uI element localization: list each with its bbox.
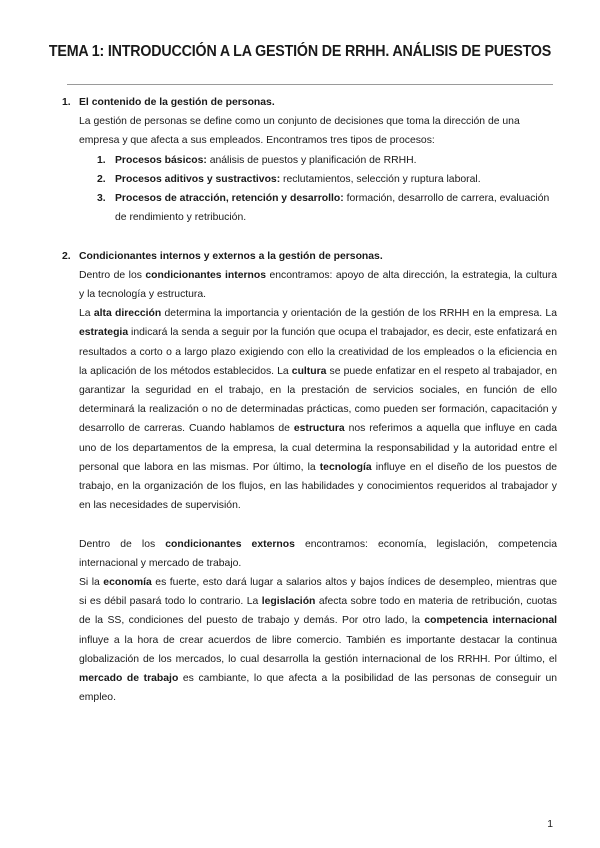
section-title: El contenido de la gestión de personas. xyxy=(79,97,275,108)
paragraph: La alta dirección determina la importancia y orientación de la gestión de los RRHH en la empresa. La estrategia indicará la senda a seguir por la función que ocupa el trabajador, es decir, este enfatizará en resultados a corto o a largo plazo exigiendo con ello la creatividad de los empleados o la eficiencia en la aplicación de los métodos establecidos. La cultura se puede enfatizar en el respeto al trabajador, en garantizar la seguridad en el trabajo, en la prestación de servicios sociales, en función de ello determinará la realización o no de determinadas prácticas, como pueden ser formación, capacitación y desarrollo de carreras. Cuando hablamos de estructura nos referimos a aquella que influye en cada uno de los departamentos de la empresa, la cual determina la responsabilidad y la autoridad entre el personal que labora en las mismas. Por último, la tecnología influye en el diseño de los puestos de trabajo, en la organización de los flujos, en las habilidades y conocimientos requeridos al trabajador y en las necesidades de supervisión. xyxy=(79,308,558,512)
section-intro: La gestión de personas se define como un conjunto de decisiones que toma la dirección de una empresa y que afecta a sus empleados. Encontramos tres tipos de procesos: xyxy=(79,116,520,147)
title-divider xyxy=(67,84,553,85)
section-heading xyxy=(62,247,557,266)
list-item xyxy=(62,170,557,189)
list-number: 2. xyxy=(97,173,106,185)
section-number: 2. xyxy=(62,250,71,262)
page-number: 1 xyxy=(547,819,553,830)
list-item xyxy=(62,151,557,170)
list-text: Procesos de atracción, retención y desarrollo: formación, desarrollo de carrera, evaluación de rendimiento y retribución. xyxy=(115,193,550,224)
list-text: Procesos básicos: análisis de puestos y planificación de RRHH. xyxy=(115,154,417,166)
list-number: 1. xyxy=(97,154,106,166)
list-text: Procesos aditivos y sustractivos: reclutamientos, selección y ruptura laboral. xyxy=(115,173,481,185)
list-item xyxy=(62,189,557,227)
section-1 xyxy=(62,93,557,227)
section-number: 1. xyxy=(62,97,71,108)
section-heading xyxy=(62,93,557,112)
section-2 xyxy=(62,247,557,708)
paragraph: Si la economía es fuerte, esto dará lugar a salarios altos y bajos índices de desempleo, mientras que si es débil pasará todo lo contrario. La legislación afecta sobre todo en materia de retribución, cuotas de la SS, condiciones del puesto de trabajo y demás. Por otro lado, la competencia internacional influye a la hora de crear acuerdos de libre comercio. También es importante destacar la continua globalización de los mercados, lo cual desarrolla la gestión internacional de los RRHH. Por último, el mercado de trabajo es cambiante, lo que afecta a la posibilidad de las personas de conseguir un empleo. xyxy=(79,577,557,704)
paragraph: Dentro de los condicionantes internos encontramos: apoyo de alta dirección, la estrategia, la cultura y la tecnología y estructura. xyxy=(79,269,557,301)
document-body xyxy=(62,93,557,707)
section-title: Condicionantes internos y externos a la gestión de personas. xyxy=(79,250,383,262)
paragraph: Dentro de los condicionantes externos encontramos: economía, legislación, competencia internacional y mercado de trabajo. xyxy=(79,538,557,569)
page-title: TEMA 1: INTRODUCCIÓN A LA GESTIÓN DE RRHH. ANÁLISIS DE PUESTOS xyxy=(48,43,552,60)
list-number: 3. xyxy=(97,193,106,205)
